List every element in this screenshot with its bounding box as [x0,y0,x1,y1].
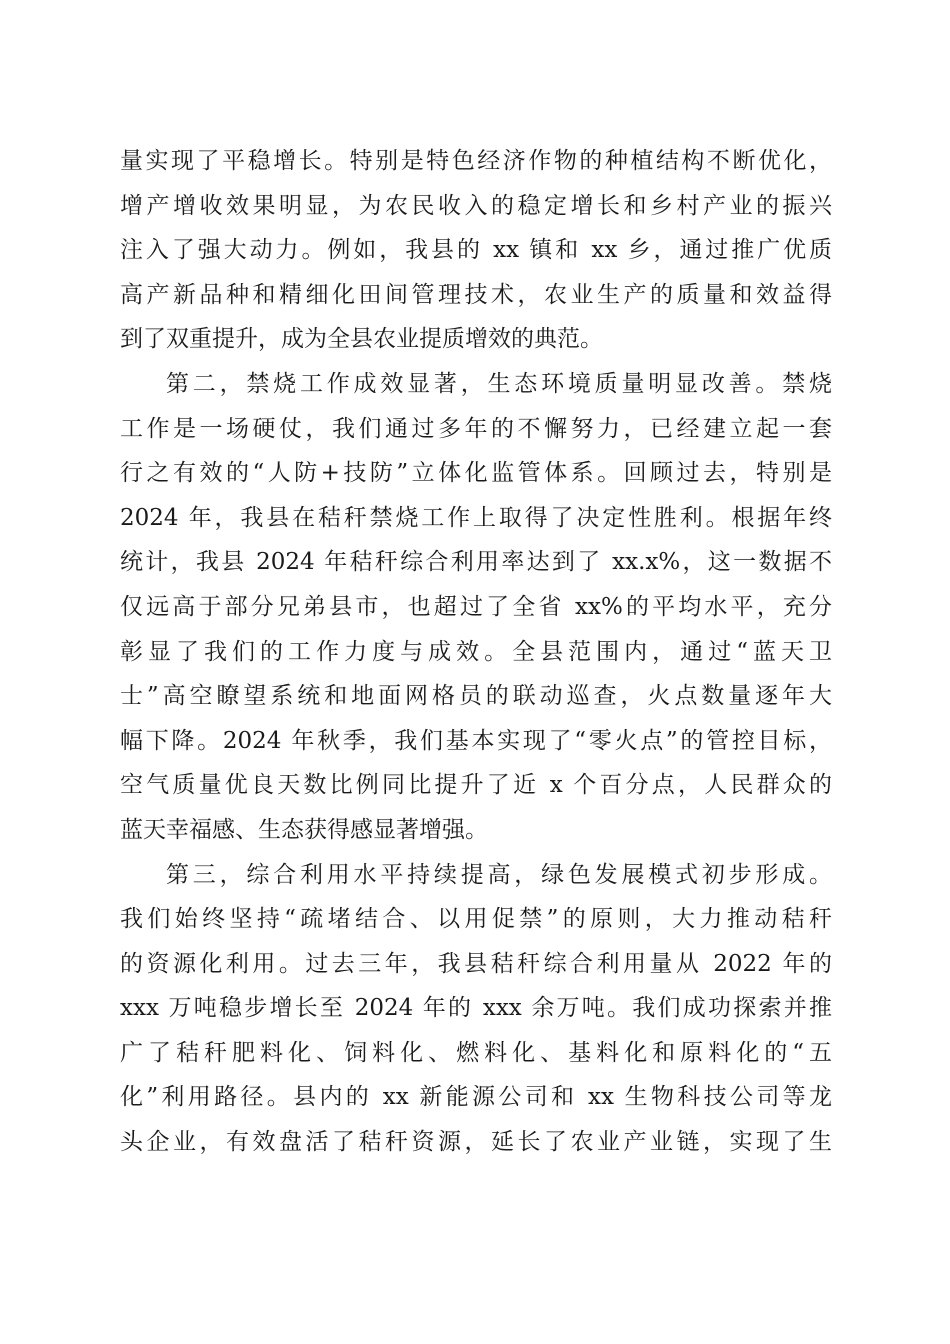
text-line: 士”高空瞭望系统和地面网格员的联动巡查，火点数量逐年大 [120,683,832,710]
text-line: 高产新品种和精细化田间管理技术，农业生产的质量和效益得 [120,281,832,308]
paragraph-1 [120,139,832,362]
paragraph-2 [120,362,832,853]
text-line: 工作是一场硬仗，我们通过多年的不懈努力，已经建立起一套 [120,415,832,442]
text-line: 行之有效的“人防+技防”立体化监管体系。回顾过去，特别是 [120,460,832,487]
text-line: 的资源化利用。过去三年，我县秸秆综合利用量从 2022 年的 [120,950,832,977]
text-line: 仅远高于部分兄弟县市，也超过了全省 xx%的平均水平，充分 [120,593,832,620]
text-line: 彰显了我们的工作力度与成效。全县范围内，通过“蓝天卫 [120,638,832,665]
text-line: 广了秸秆肥料化、饲料化、燃料化、基料化和原料化的“五 [120,1039,832,1066]
body-text [120,139,832,1165]
text-line: xxx 万吨稳步增长至 2024 年的 xxx 余万吨。我们成功探索并推 [120,995,832,1022]
text-line: 统计，我县 2024 年秸秆综合利用率达到了 xx.x%，这一数据不 [120,549,832,576]
text-line: 化”利用路径。县内的 xx 新能源公司和 xx 生物科技公司等龙 [120,1084,832,1111]
text-line: 第二，禁烧工作成效显著，生态环境质量明显改善。禁烧 [166,370,832,397]
text-line: 量实现了平稳增长。特别是特色经济作物的种植结构不断优化， [120,148,832,174]
paragraph-3 [120,853,832,1165]
text-line: 到了双重提升，成为全县农业提质增效的典范。 [120,326,603,353]
text-line: 头企业，有效盘活了秸秆资源，延长了农业产业链，实现了生 [120,1129,832,1156]
text-line: 我们始终坚持“疏堵结合、以用促禁”的原则，大力推动秸秆 [120,906,832,933]
text-line: 2024 年，我县在秸秆禁烧工作上取得了决定性胜利。根据年终 [120,504,832,531]
text-line: 空气质量优良天数比例同比提升了近 x 个百分点，人民群众的 [120,772,832,799]
text-line: 第三，综合利用水平持续提高，绿色发展模式初步形成。 [166,861,832,888]
text-line: 注入了强大动力。例如，我县的 xx 镇和 xx 乡，通过推广优质 [120,237,832,264]
text-line: 增产增收效果明显，为农民收入的稳定增长和乡村产业的振兴 [120,192,832,219]
text-line: 蓝天幸福感、生态获得感显著增强。 [120,816,488,843]
text-line: 幅下降。2024 年秋季，我们基本实现了“零火点”的管控目标， [120,727,832,754]
